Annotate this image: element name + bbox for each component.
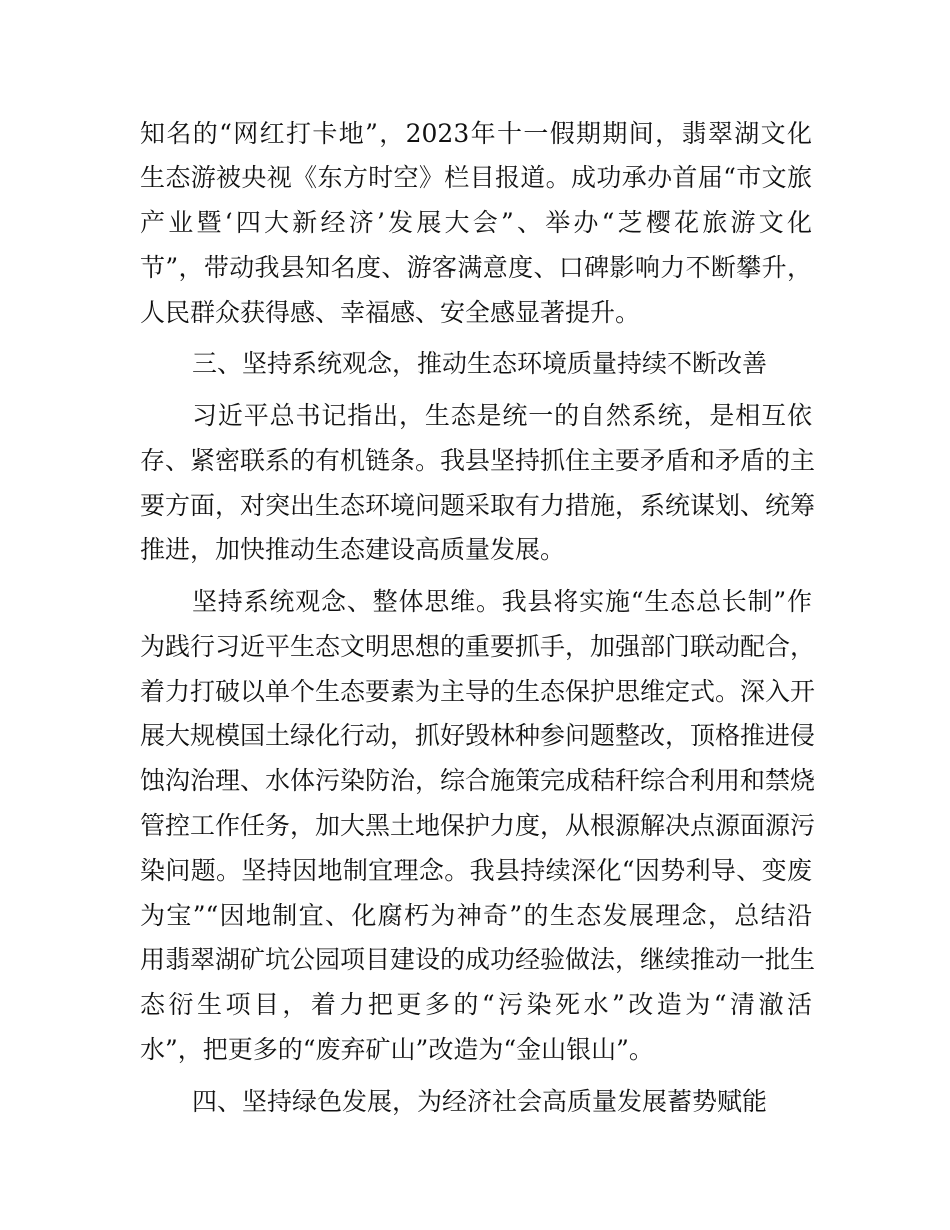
text-line: 水”，把更多的“废弃矿山”改造为“金山银山”。 [140, 1035, 654, 1064]
text-line: 管控工作任务，加大黑土地保护力度，从根源解决点源面源污 [140, 811, 816, 840]
text-line: 展大规模国土绿化行动，抓好毁林种参问题整改，顶格推进侵 [140, 721, 816, 750]
text-line: 生态游被央视《东方时空》栏目报道。成功承办首届“市文旅 [140, 163, 812, 192]
text-line: 用翡翠湖矿坑公园项目建设的成功经验做法，继续推动一批生 [140, 945, 816, 974]
paragraph-first-line: 坚持系统观念、整体思维。我县将实施“生态总长制”作 [192, 587, 812, 616]
text-line: 态衍生项目，着力把更多的“污染死水”改造为“清澈活 [140, 990, 812, 1019]
text-line: 存、紧密联系的有机链条。我县坚持抓住主要矛盾和矛盾的主 [140, 446, 816, 475]
text-line: 知名的“网红打卡地”，2023年十一假期期间，翡翠湖文化 [140, 119, 812, 148]
text-line: 产业暨‘四大新经济’发展大会”、举办“芝樱花旅游文化 [140, 208, 812, 237]
text-line: 要方面，对突出生态环境问题采取有力措施，系统谋划、统筹 [140, 491, 816, 520]
text-line: 为践行习近平生态文明思想的重要抓手，加强部门联动配合， [140, 632, 816, 661]
text-line: 蚀沟治理、水体污染防治，综合施策完成秸秆综合利用和禁烧 [140, 766, 816, 795]
text-line: 染问题。坚持因地制宜理念。我县持续深化“因势利导、变废 [140, 856, 812, 885]
paragraph-first-line: 习近平总书记指出，生态是统一的自然系统，是相互依 [192, 401, 812, 430]
section-heading-3: 三、坚持系统观念，推动生态环境质量持续不断改善 [192, 349, 768, 378]
section-heading-4: 四、坚持绿色发展，为经济社会高质量发展蓄势赋能 [192, 1087, 768, 1116]
text-line: 节”，带动我县知名度、游客满意度、口碑影响力不断攀升， [140, 253, 812, 282]
text-line: 为宝”“因地制宜、化腐朽为神奇”的生态发展理念，总结沿 [140, 901, 812, 930]
text-line: 推进，加快推动生态建设高质量发展。 [140, 535, 566, 564]
text-line: 着力打破以单个生态要素为主导的生态保护思维定式。深入开 [140, 677, 816, 706]
text-line: 人民群众获得感、幸福感、安全感显著提升。 [140, 298, 641, 327]
